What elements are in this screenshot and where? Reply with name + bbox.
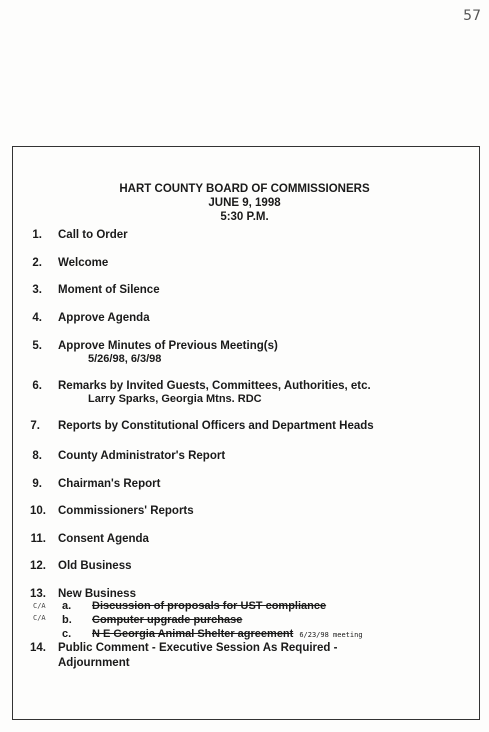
subitem-a-text: Discussion of proposals for UST compliance [92, 600, 327, 612]
item-text: Moment of Silence [58, 284, 160, 296]
item-number: 3. [32, 284, 42, 296]
item-text: County Administrator's Report [58, 450, 226, 462]
item-text: Approve Minutes of Previous Meeting(s) [58, 340, 278, 352]
handwritten-note: 6/23/98 meeting [299, 631, 363, 639]
item-number: 10. [30, 505, 46, 517]
item-number: 12. [30, 560, 46, 572]
item-text: Consent Agenda [58, 533, 149, 545]
item-6-detail: Larry Sparks, Georgia Mtns. RDC [88, 393, 262, 405]
item-14-continuation: Adjournment [58, 657, 130, 669]
item-text: Call to Order [58, 229, 128, 241]
item-number: 2. [32, 257, 42, 269]
subitem-letter: c. [62, 628, 72, 640]
item-text: Welcome [58, 257, 109, 269]
item-text: New Business [58, 588, 136, 600]
item-text: Chairman's Report [58, 478, 161, 490]
item-5-detail: 5/26/98, 6/3/98 [88, 353, 162, 365]
subitem-c [92, 628, 363, 640]
item-number: 1. [32, 229, 42, 241]
item-number: 9. [32, 478, 42, 490]
subitem-c-text: N E Georgia Animal Shelter agreement [92, 628, 294, 640]
item-text: Remarks by Invited Guests, Committees, Authorities, etc. [58, 380, 371, 392]
item-number: 8. [32, 450, 42, 462]
item-text: Commissioners' Reports [58, 505, 194, 517]
item-number: 7. [30, 420, 40, 432]
item-text: Approve Agenda [58, 312, 150, 324]
item-number: 11. [30, 533, 46, 545]
item-text: Public Comment - Executive Session As Required - [58, 642, 338, 654]
item-text: Old Business [58, 560, 132, 572]
item-number: 5. [32, 340, 42, 352]
item-number: 13. [30, 588, 46, 600]
agenda-date: JUNE 9, 1998 [208, 197, 281, 209]
page-number: 57 [463, 8, 481, 24]
item-text: Reports by Constitutional Officers and Department Heads [58, 420, 374, 432]
subitem-letter: b. [62, 614, 72, 626]
agenda-time: 5:30 P.M. [220, 211, 269, 223]
agenda-title: HART COUNTY BOARD OF COMMISSIONERS [119, 183, 370, 195]
item-number: 14. [30, 642, 46, 654]
margin-note-ca: C/A [33, 602, 46, 610]
item-number: 4. [32, 312, 42, 324]
subitem-letter: a. [62, 600, 72, 612]
margin-note-ca: C/A [33, 614, 46, 622]
subitem-b-text: Computer upgrade purchase [92, 614, 243, 626]
item-number: 6. [32, 380, 42, 392]
